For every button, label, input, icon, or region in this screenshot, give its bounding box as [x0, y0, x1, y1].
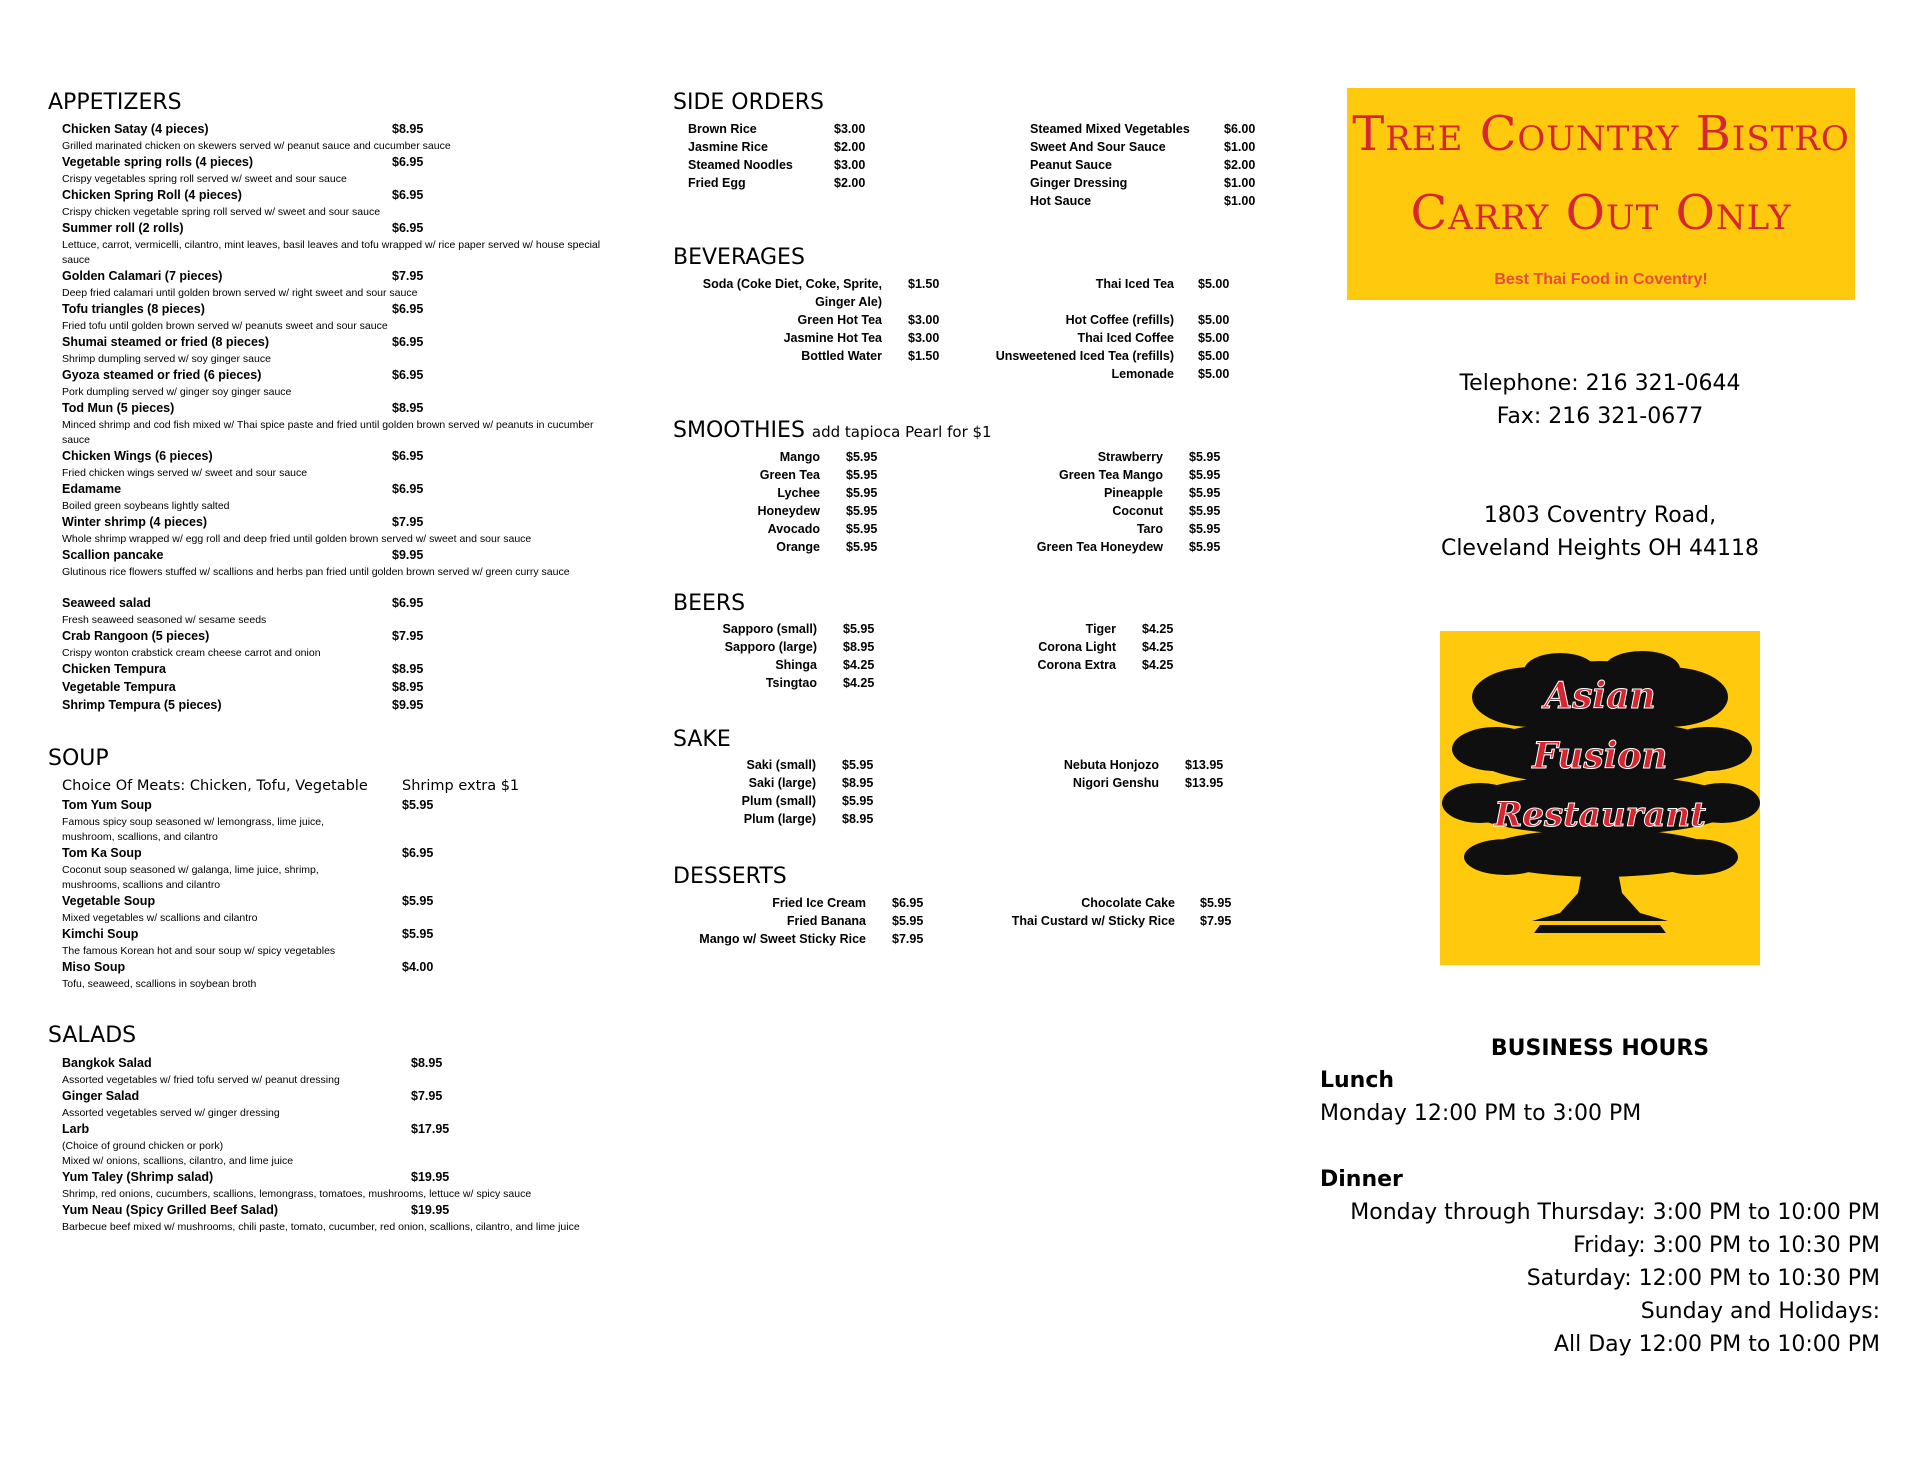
menu-item-name: Unsweetened Iced Tea (refills) [995, 349, 1174, 363]
address-line-2: Cleveland Heights OH 44118 [1440, 536, 1760, 561]
menu-item-price: $5.95 [1189, 504, 1221, 518]
menu-item-price: $5.95 [1189, 450, 1221, 464]
menu-item-desc: Assorted vegetables w/ fried tofu served w/ peanut dressing [62, 1074, 340, 1086]
menu-item-price: $8.95 [411, 1056, 443, 1070]
menu-item-name: Crab Rangoon (5 pieces) [62, 629, 210, 643]
menu-item-price: $5.95 [402, 927, 434, 941]
smoothies-title-text: SMOOTHIES [673, 418, 805, 443]
menu-item-price: $5.95 [846, 522, 878, 536]
menu-item-name: Seaweed salad [62, 596, 151, 610]
menu-item-desc: Minced shrimp and cod fish mixed w/ Thai spice paste and fried until golden brown served w/ peanuts in cucumber sauce [62, 419, 594, 446]
smoothies-note: add tapioca Pearl for $1 [811, 423, 992, 441]
menu-item-price: $6.95 [392, 188, 424, 202]
menu-item-name: Edamame [62, 482, 122, 496]
menu-item-price: $19.95 [411, 1170, 450, 1184]
menu-item-price: $5.95 [1189, 522, 1221, 536]
menu-item-price: $6.95 [392, 221, 424, 235]
menu-item-name: Chicken Spring Roll (4 pieces) [62, 188, 242, 202]
menu-item-price: $13.95 [1185, 776, 1224, 790]
salads-title: SALADS [48, 1023, 137, 1048]
menu-item-price: $1.50 [908, 349, 940, 363]
menu-item-price: $2.00 [834, 140, 866, 154]
menu-item-name: Mango w/ Sweet Sticky Rice [699, 932, 866, 946]
menu-item-price: $7.95 [392, 629, 424, 643]
menu-item-price: $5.00 [1198, 349, 1230, 363]
menu-item-name: Vegetable Soup [62, 894, 156, 908]
menu-item-desc: Shrimp, red onions, cucumbers, scallions, lemongrass, tomatoes, mushrooms, lettuce w/ spicy sauce [62, 1188, 532, 1200]
menu-item-price: $6.95 [392, 368, 424, 382]
menu-item-price: $3.00 [834, 122, 866, 136]
menu-item-price: $5.95 [846, 468, 878, 482]
menu-item-desc: Pork dumpling served w/ ginger soy ginger sauce [62, 386, 292, 398]
menu-item-name: Ginger Dressing [1030, 176, 1128, 190]
menu-item-name: Lemonade [1111, 367, 1174, 381]
menu-item-price: $8.95 [392, 401, 424, 415]
menu-item-desc: Shrimp dumpling served w/ soy ginger sauce [62, 353, 271, 365]
menu-item-name: Tsingtao [765, 676, 817, 690]
dinner-hours-line: All Day 12:00 PM to 10:00 PM [1553, 1332, 1880, 1357]
menu-item-price: $5.95 [1200, 896, 1232, 910]
menu-item-name: Larb [62, 1122, 90, 1136]
menu-item-price: $5.95 [842, 758, 874, 772]
dinner-label: Dinner [1320, 1167, 1403, 1192]
menu-item-desc: The famous Korean hot and sour soup w/ spicy vegetables [62, 945, 336, 957]
menu-item-price: $5.95 [843, 622, 875, 636]
menu-item-name-cont: Ginger Ale) [815, 295, 882, 309]
menu-item-price: $5.95 [846, 450, 878, 464]
menu-item-name: Thai Custard w/ Sticky Rice [1011, 914, 1175, 928]
menu-item-name: Plum (large) [743, 812, 816, 826]
lunch-hours: Monday 12:00 PM to 3:00 PM [1320, 1101, 1642, 1126]
menu-item-price: $6.95 [892, 896, 924, 910]
menu-item-name: Coconut [1112, 504, 1163, 518]
menu-item-price: $19.95 [411, 1203, 450, 1217]
menu-item-price: $3.00 [908, 331, 940, 345]
menu-item-name: Corona Light [1038, 640, 1116, 654]
menu-item-name: Tod Mun (5 pieces) [62, 401, 175, 415]
menu-item-price: $5.95 [842, 794, 874, 808]
dinner-hours-line: Saturday: 12:00 PM to 10:30 PM [1526, 1266, 1880, 1291]
menu-item-name: Tom Yum Soup [62, 798, 152, 812]
menu-item-desc: Fried tofu until golden brown served w/ peanuts sweet and sour sauce [62, 320, 388, 332]
dinner-hours-line: Sunday and Holidays: [1640, 1299, 1880, 1324]
menu-item-price: $7.95 [392, 515, 424, 529]
menu-item-price: $8.95 [392, 680, 424, 694]
lunch-label: Lunch [1320, 1068, 1395, 1093]
menu-item-desc: Deep fried calamari until golden brown served w/ right sweet and sour sauce [62, 287, 418, 299]
menu-item-name: Yum Neau (Spicy Grilled Beef Salad) [62, 1203, 279, 1217]
menu-item-desc: Assorted vegetables served w/ ginger dressing [62, 1107, 280, 1119]
menu-item-name: Nigori Genshu [1072, 776, 1159, 790]
menu-item-price: $6.95 [402, 846, 434, 860]
menu-item-name: Fried Banana [786, 914, 866, 928]
menu-item-price: $7.95 [392, 269, 424, 283]
menu-item-price: $8.95 [843, 640, 875, 654]
menu-item-price: $5.00 [1198, 313, 1230, 327]
menu-item-name: Corona Extra [1037, 658, 1116, 672]
menu-item-name: Kimchi Soup [62, 927, 139, 941]
menu-item-name: Avocado [767, 522, 820, 536]
menu-item-price: $5.95 [1189, 468, 1221, 482]
menu-item-name: Scallion pancake [62, 548, 164, 562]
menu-item-name: Plum (small) [741, 794, 816, 808]
menu-item-name: Taro [1136, 522, 1163, 536]
menu-item-name: Hot Sauce [1030, 194, 1092, 208]
menu-item-name: Pineapple [1103, 486, 1163, 500]
banner-name: Tree Country Bistro [1352, 106, 1850, 162]
menu-item-desc: Coconut soup seasoned w/ galanga, lime juice, shrimp, mushrooms, scallions and cilantro [62, 864, 319, 891]
menu-item-price: $6.95 [392, 482, 424, 496]
menu-item-name: Ginger Salad [62, 1089, 140, 1103]
appetizers-title: APPETIZERS [48, 90, 182, 115]
menu-item-desc: Glutinous rice flowers stuffed w/ scallions and herbs pan fried until golden brown served w/ green curry sauce [62, 566, 570, 578]
menu-item-desc: Whole shrimp wrapped w/ egg roll and deep fried until golden brown served w/ sweet and sour sauce [62, 533, 532, 545]
menu-item-desc: Crispy wonton crabstick cream cheese carrot and onion [62, 647, 321, 659]
menu-item-price: $6.95 [392, 596, 424, 610]
menu-item-price: $5.00 [1198, 277, 1230, 291]
menu-item-name: Green Tea Mango [1059, 468, 1163, 482]
menu-item-price: $7.95 [411, 1089, 443, 1103]
menu-item-name: Mango [779, 450, 820, 464]
menu-item-price: $6.95 [392, 335, 424, 349]
menu-item-desc: Mixed vegetables w/ scallions and cilantro [62, 912, 258, 924]
menu-item-name: Shumai steamed or fried (8 pieces) [62, 335, 270, 349]
menu-item-price: $8.95 [842, 812, 874, 826]
menu-item-name: Fried Ice Cream [772, 896, 866, 910]
menu-item-price: $4.00 [402, 960, 434, 974]
menu-item-name: Peanut Sauce [1030, 158, 1112, 172]
menu-item-name: Tiger [1085, 622, 1116, 636]
dinner-hours-line: Monday through Thursday: 3:00 PM to 10:00 PM [1350, 1200, 1880, 1225]
menu-item-price: $8.95 [392, 662, 424, 676]
menu-item-price: $5.95 [846, 504, 878, 518]
menu-item-price: $1.50 [908, 277, 940, 291]
menu-item-name: Miso Soup [62, 960, 126, 974]
menu-item-price: $9.95 [392, 698, 424, 712]
menu-item-name: Orange [776, 540, 820, 554]
menu-item-price: $4.25 [843, 676, 875, 690]
menu-item-name: Chicken Satay (4 pieces) [62, 122, 209, 136]
menu-item-price: $4.25 [1142, 622, 1174, 636]
dinner-hours-line: Friday: 3:00 PM to 10:30 PM [1573, 1233, 1880, 1258]
menu-item-price: $9.95 [392, 548, 424, 562]
menu-item-name: Vegetable Tempura [62, 680, 176, 694]
logo-word-asian: Asian [1544, 675, 1656, 717]
menu-item-price: $6.95 [392, 449, 424, 463]
menu-item-name: Soda (Coke Diet, Coke, Sprite, [702, 277, 882, 291]
menu-item-name: Tom Ka Soup [62, 846, 142, 860]
menu-item-desc: Boiled green soybeans lightly salted [62, 500, 230, 512]
menu-item-desc: Crispy vegetables spring roll served w/ sweet and sour sauce [62, 173, 347, 185]
menu-item-name: Steamed Noodles [688, 158, 793, 172]
menu-item-price: $5.95 [402, 798, 434, 812]
menu-item-price: $5.95 [846, 486, 878, 500]
restaurant-logo [1440, 631, 1760, 965]
side-orders-title: SIDE ORDERS [673, 90, 824, 115]
menu-item-name: Hot Coffee (refills) [1065, 313, 1174, 327]
menu-item-price: $5.95 [846, 540, 878, 554]
menu-item-price: $4.25 [1142, 640, 1174, 654]
menu-item-price: $5.00 [1198, 331, 1230, 345]
menu-item-name: Yum Taley (Shrimp salad) [62, 1170, 214, 1184]
menu-item-price: $2.00 [834, 176, 866, 190]
menu-item-price: $6.95 [392, 302, 424, 316]
menu-item-price: $1.00 [1224, 194, 1256, 208]
menu-item-name: Bottled Water [801, 349, 882, 363]
menu-item-price: $5.95 [892, 914, 924, 928]
menu-item-name: Bangkok Salad [62, 1056, 152, 1070]
menu-item-desc: Barbecue beef mixed w/ mushrooms, chili paste, tomato, cucumber, red onion, scallions, cilantro, and lime juice [62, 1221, 580, 1233]
menu-item-name: Gyoza steamed or fried (6 pieces) [62, 368, 262, 382]
menu-item-name: Thai Iced Tea [1095, 277, 1174, 291]
banner-tagline: Best Thai Food in Coventry! [1494, 271, 1708, 288]
menu-item-name: Fried Egg [688, 176, 746, 190]
menu-item-price: $6.00 [1224, 122, 1256, 136]
menu-item-price: $5.95 [1189, 540, 1221, 554]
menu-item-desc: Fried chicken wings served w/ sweet and sour sauce [62, 467, 308, 479]
menu-item-name: Jasmine Rice [688, 140, 768, 154]
menu-item-price: $3.00 [834, 158, 866, 172]
restaurant-banner [1347, 88, 1855, 300]
menu-item-name: Saki (small) [746, 758, 816, 772]
menu-item-price: $17.95 [411, 1122, 450, 1136]
menu-item-desc: Crispy chicken vegetable spring roll served w/ sweet and sour sauce [62, 206, 381, 218]
menu-item-name: Sweet And Sour Sauce [1030, 140, 1166, 154]
menu-item-name: Sapporo (small) [722, 622, 817, 636]
menu-item-price: $4.25 [843, 658, 875, 672]
menu-item-name: Green Tea [759, 468, 820, 482]
menu-item-name: Honeydew [757, 504, 820, 518]
menu-item-name: Summer roll (2 rolls) [62, 221, 184, 235]
menu-item-desc: Lettuce, carrot, vermicelli, cilantro, mint leaves, basil leaves and tofu wrapped w/ rice paper served w/ house special sauce [62, 239, 601, 266]
beverages-title: BEVERAGES [673, 245, 805, 270]
menu-item-name: Chicken Tempura [62, 662, 166, 676]
menu-item-name: Shrimp Tempura (5 pieces) [62, 698, 222, 712]
menu-item-price: $3.00 [908, 313, 940, 327]
menu-item-name: Thai Iced Coffee [1077, 331, 1174, 345]
hours-title: BUSINESS HOURS [1490, 1036, 1710, 1061]
beers-title: BEERS [673, 591, 746, 616]
menu-item-price: $5.95 [1189, 486, 1221, 500]
menu-item-name: Shinga [775, 658, 817, 672]
menu-item-name: Chocolate Cake [1081, 896, 1175, 910]
soup-extra: Shrimp extra $1 [402, 778, 520, 794]
logo-word-restaurant: Restaurant [1494, 795, 1706, 835]
menu-item-name: Steamed Mixed Vegetables [1030, 122, 1190, 136]
menu-item-desc: (Choice of ground chicken or pork) Mixed w/ onions, scallions, cilantro, and lime juice [62, 1140, 294, 1167]
menu-item-name: Chicken Wings (6 pieces) [62, 449, 213, 463]
menu-item-name: Jasmine Hot Tea [783, 331, 882, 345]
soup-choice: Choice Of Meats: Chicken, Tofu, Vegetable [62, 778, 368, 794]
menu-item-desc: Grilled marinated chicken on skewers served w/ peanut sauce and cucumber sauce [62, 140, 451, 152]
fax: Fax: 216 321-0677 [1496, 404, 1704, 429]
sake-title: SAKE [673, 727, 731, 752]
menu-item-price: $4.25 [1142, 658, 1174, 672]
menu-item-name: Tofu triangles (8 pieces) [62, 302, 205, 316]
menu-item-price: $7.95 [1200, 914, 1232, 928]
soup-title: SOUP [48, 746, 109, 771]
menu-item-price: $8.95 [392, 122, 424, 136]
menu-item-name: Winter shrimp (4 pieces) [62, 515, 208, 529]
menu-item-name: Green Tea Honeydew [1036, 540, 1163, 554]
menu-item-name: Vegetable spring rolls (4 pieces) [62, 155, 254, 169]
menu-item-name: Lychee [777, 486, 820, 500]
menu-item-price: $7.95 [892, 932, 924, 946]
logo-word-fusion: Fusion [1532, 735, 1668, 777]
menu-item-price: $5.00 [1198, 367, 1230, 381]
menu-item-name: Nebuta Honjozo [1063, 758, 1159, 772]
menu-item-desc: Tofu, seaweed, scallions in soybean broth [62, 978, 257, 990]
menu-item-price: $13.95 [1185, 758, 1224, 772]
menu-item-name: Golden Calamari (7 pieces) [62, 269, 223, 283]
telephone: Telephone: 216 321-0644 [1459, 371, 1741, 396]
menu-item-name: Green Hot Tea [797, 313, 882, 327]
menu-item-price: $1.00 [1224, 140, 1256, 154]
menu-item-price: $8.95 [842, 776, 874, 790]
menu-item-desc: Famous spicy soup seasoned w/ lemongrass, lime juice, mushroom, scallions, and cilantro [62, 816, 325, 843]
desserts-title: DESSERTS [673, 864, 787, 889]
menu-item-price: $6.95 [392, 155, 424, 169]
menu-item-price: $5.95 [402, 894, 434, 908]
menu-item-desc: Fresh seaweed seasoned w/ sesame seeds [62, 614, 267, 626]
banner-carry-out: Carry Out Only [1410, 185, 1792, 241]
menu-item-name: Saki (large) [748, 776, 816, 790]
menu-item-price: $1.00 [1224, 176, 1256, 190]
smoothies-title [673, 418, 992, 443]
menu-item-name: Brown Rice [688, 122, 757, 136]
menu-item-name: Sapporo (large) [724, 640, 817, 654]
address-line-1: 1803 Coventry Road, [1483, 503, 1717, 528]
menu-item-name: Strawberry [1097, 450, 1163, 464]
menu-item-price: $2.00 [1224, 158, 1256, 172]
